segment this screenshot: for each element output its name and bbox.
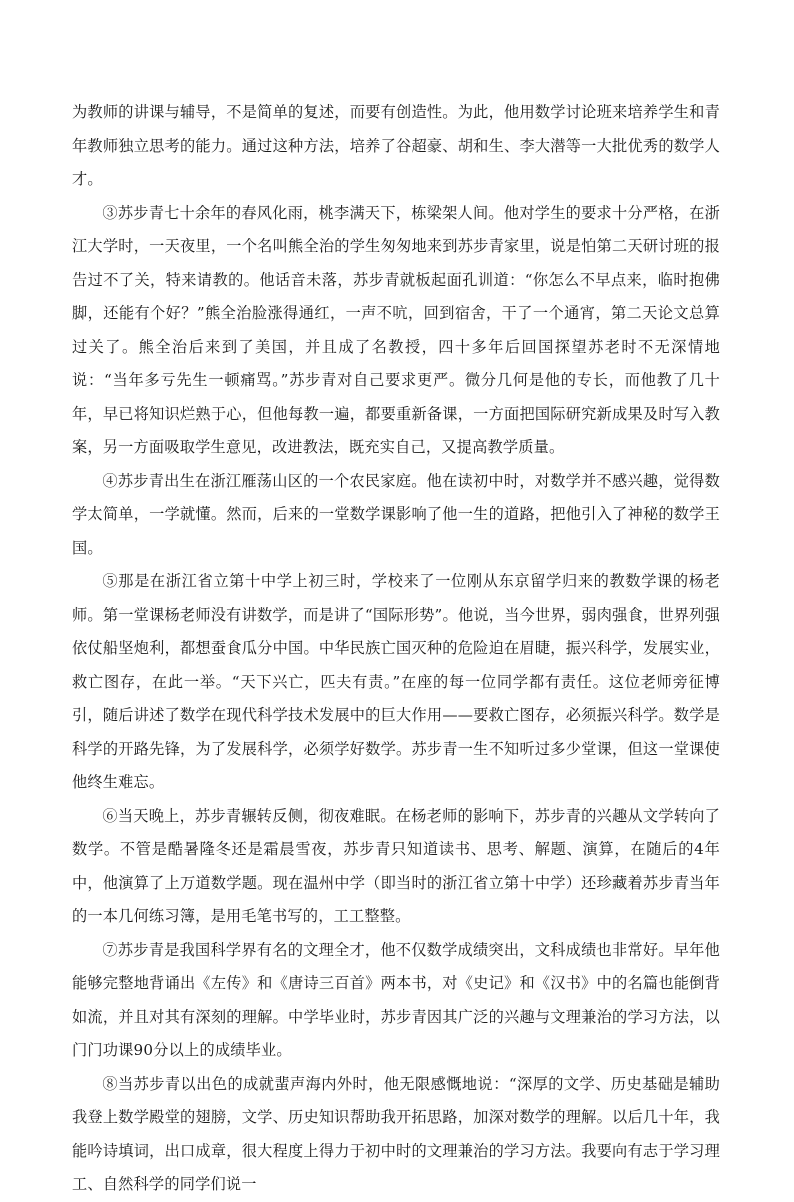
paragraph-5: ⑤那是在浙江省立第十中学上初三时，学校来了一位刚从东京留学归来的教数学课的杨老师。第一堂课杨老师没有讲数学，而是讲了“国际形势”。他说，当今世界，弱肉强食，世界列强依仗船坚炮利，都想蚕食瓜分中国。中华民族亡国灭种的危险迫在眉睫，振兴科学，发展实业，救亡图存，在此一举。“天下兴亡，匹夫有责。”在座的每一位同学都有责任。这位老师旁征博引，随后讲述了数学在现代科学技术发展中的巨大作用——要救亡图存，必须振兴科学。数学是科学的开路先锋，为了发展科学，必须学好数学。苏步青一生不知听过多少堂课，但这一堂课使他终生难忘。 <box>72 572 720 791</box>
paragraph-8: ⑧当苏步青以出色的成就蜚声海内外时，他无限感慨地说：“深厚的文学、历史基础是辅助我登上数学殿堂的翅膀，文学、历史知识帮助我开拓思路，加深对数学的理解。以后几十年，我能吟诗填词，出口成章，很大程度上得力于初中时的文理兼治的学习方法。我要向有志于学习理工、自然科学的同学们说一 <box>72 1074 720 1193</box>
paragraph-6: ⑥当天晚上，苏步青辗转反侧，彻夜难眠。在杨老师的影响下，苏步青的兴趣从文学转向了数学。不管是酷暑隆冬还是霜晨雪夜，苏步青只知道读书、思考、解题、演算，在随后的4年中，他演算了上万道数学题。现在温州中学（即当时的浙江省立第十中学）还珍藏着苏步青当年的一本几何练习簿，是用毛笔书写的，工工整整。 <box>72 806 720 925</box>
paragraph-3: ③苏步青七十余年的春风化雨，桃李满天下，栋梁架人间。他对学生的要求十分严格，在浙江大学时，一天夜里，一个名叫熊全治的学生匆匆地来到苏步青家里，说是怕第二天研讨班的报告过不了关，特来请教的。他话音未落，苏步青就板起面孔训道：“你怎么不早点来，临时抱佛脚，还能有个好？”熊全治脸涨得通红，一声不吭，回到宿舍，干了一个通宵，第二天论文总算过关了。熊全治后来到了美国，并且成了名教授，四十多年后回国探望苏老时不无深情地说：“当年多亏先生一顿痛骂。”苏步青对自己要求更严。微分几何是他的专长，而他教了几十年，早已将知识烂熟于心，但他每教一遍，都要重新备课，一方面把国际研究新成果及时写入教案，另一方面吸取学生意见，改进教法，既充实自己，又提高教学质量。 <box>72 203 720 456</box>
paragraph-7: ⑦苏步青是我国科学界有名的文理全才，他不仅数学成绩突出，文科成绩也非常好。早年他能够完整地背诵出《左传》和《唐诗三百首》两本书，对《史记》和《汉书》中的名篇也能倒背如流，并且对其有深刻的理解。中学毕业时，苏步青因其广泛的兴趣与文理兼治的学习方法，以门门功课90分以上的成绩毕业。 <box>72 940 720 1059</box>
paragraph-4: ④苏步青出生在浙江雁荡山区的一个农民家庭。他在读初中时，对数学并不感兴趣，觉得数学太简单，一学就懂。然而，后来的一堂数学课影响了他一生的道路，把他引入了神秘的数学王国。 <box>72 471 720 557</box>
paragraph-continued: 为教师的讲课与辅导，不是简单的复述，而要有创造性。为此，他用数学讨论班来培养学生和青年教师独立思考的能力。通过这种方法，培养了谷超豪、胡和生、李大潜等一大批优秀的数学人才。 <box>72 103 720 188</box>
article-body <box>72 96 720 1202</box>
